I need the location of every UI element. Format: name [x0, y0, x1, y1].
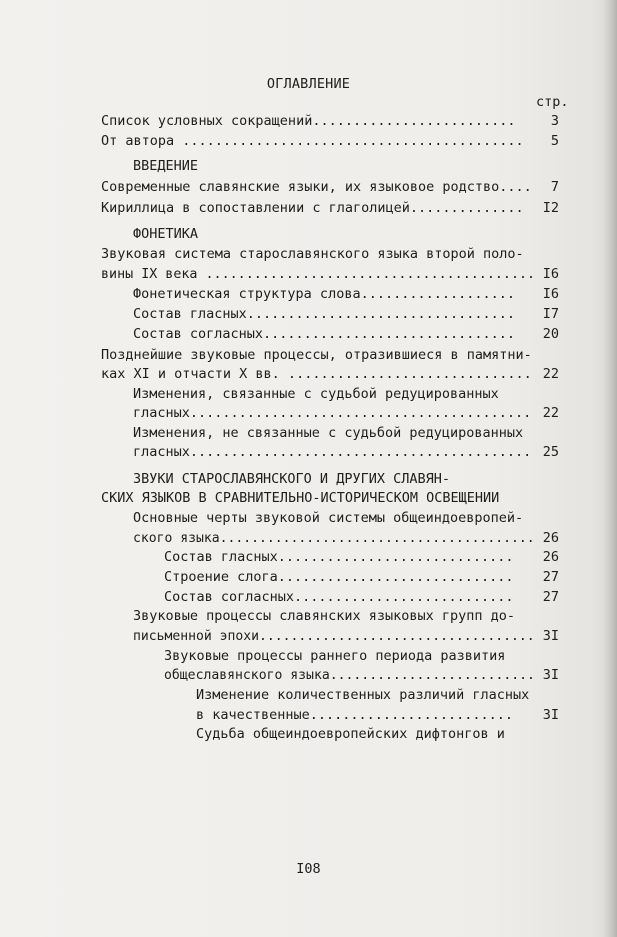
toc-entry: Судьба общеиндоевропейских дифтонгов и	[196, 726, 505, 742]
page-edge-shadow	[603, 0, 617, 937]
toc-entry: в качественные......................... 3I	[196, 707, 559, 723]
toc-entry: гласных.......................................... 22	[133, 405, 559, 421]
page-title: ОГЛАВЛЕНИЕ	[266, 76, 351, 92]
toc-section-heading: ФОНЕТИКА	[133, 226, 199, 242]
toc-section-heading: СКИХ ЯЗЫКОВ В СРАВНИТЕЛЬНО-ИСТОРИЧЕСКОМ ОСВЕЩЕНИИ	[101, 490, 500, 506]
page-column-label: стр.	[536, 94, 569, 110]
toc-entry: Изменения, связанные с судьбой редуцированных	[133, 386, 499, 402]
toc-entry: Звуковая система старославянского языка второй поло-	[101, 246, 524, 262]
toc-entry: Состав согласных........................... 27	[164, 589, 559, 605]
toc-entry: Строение слога............................. 27	[164, 569, 559, 585]
toc-section-heading: ВВЕДЕНИЕ	[133, 158, 199, 174]
toc-entry: Список условных сокращений......................... 3	[101, 113, 559, 129]
toc-entry: Кириллица в сопоставлении с глаголицей.............. I2	[101, 200, 559, 216]
toc-entry: вины IX века ......................................... I6	[101, 266, 559, 282]
toc-entry: Основные черты звуковой системы общеиндоевропей-	[133, 510, 524, 526]
toc-section-heading: ЗВУКИ СТАРОСЛАВЯНСКОГО И ДРУГИХ СЛАВЯН-	[133, 471, 450, 487]
toc-entry: ского языка........................................ 26	[133, 530, 559, 546]
toc-entry: Изменения, не связанные с судьбой редуцированных	[133, 425, 524, 441]
toc-entry: Состав гласных................................. I7	[133, 306, 559, 322]
toc-entry: Позднейшие звуковые процессы, отразившиеся в памятни-	[101, 347, 532, 363]
toc-entry: Звуковые процессы славянских языковых групп до-	[133, 608, 516, 624]
toc-entry: Состав гласных............................. 26	[164, 549, 559, 565]
toc-entry: Звуковые процессы раннего периода развития	[164, 648, 506, 664]
toc-entry: письменной эпохи................................... 3I	[133, 628, 559, 644]
toc-entry: ках XI и отчасти X вв. .............................. 22	[101, 366, 559, 382]
toc-entry: Современные славянские языки, их языковое родство.... 7	[101, 179, 559, 195]
page-number: I08	[296, 861, 321, 877]
toc-entry: гласных.......................................... 25	[133, 444, 559, 460]
toc-entry: От автора .......................................... 5	[101, 133, 559, 149]
toc-entry: Состав согласных............................... 20	[133, 326, 559, 342]
toc-entry: общеславянского языка.......................... 3I	[164, 667, 559, 683]
toc-entry: Фонетическая структура слова................... I6	[133, 286, 559, 302]
toc-entry: Изменение количественных различий гласных	[196, 687, 530, 703]
